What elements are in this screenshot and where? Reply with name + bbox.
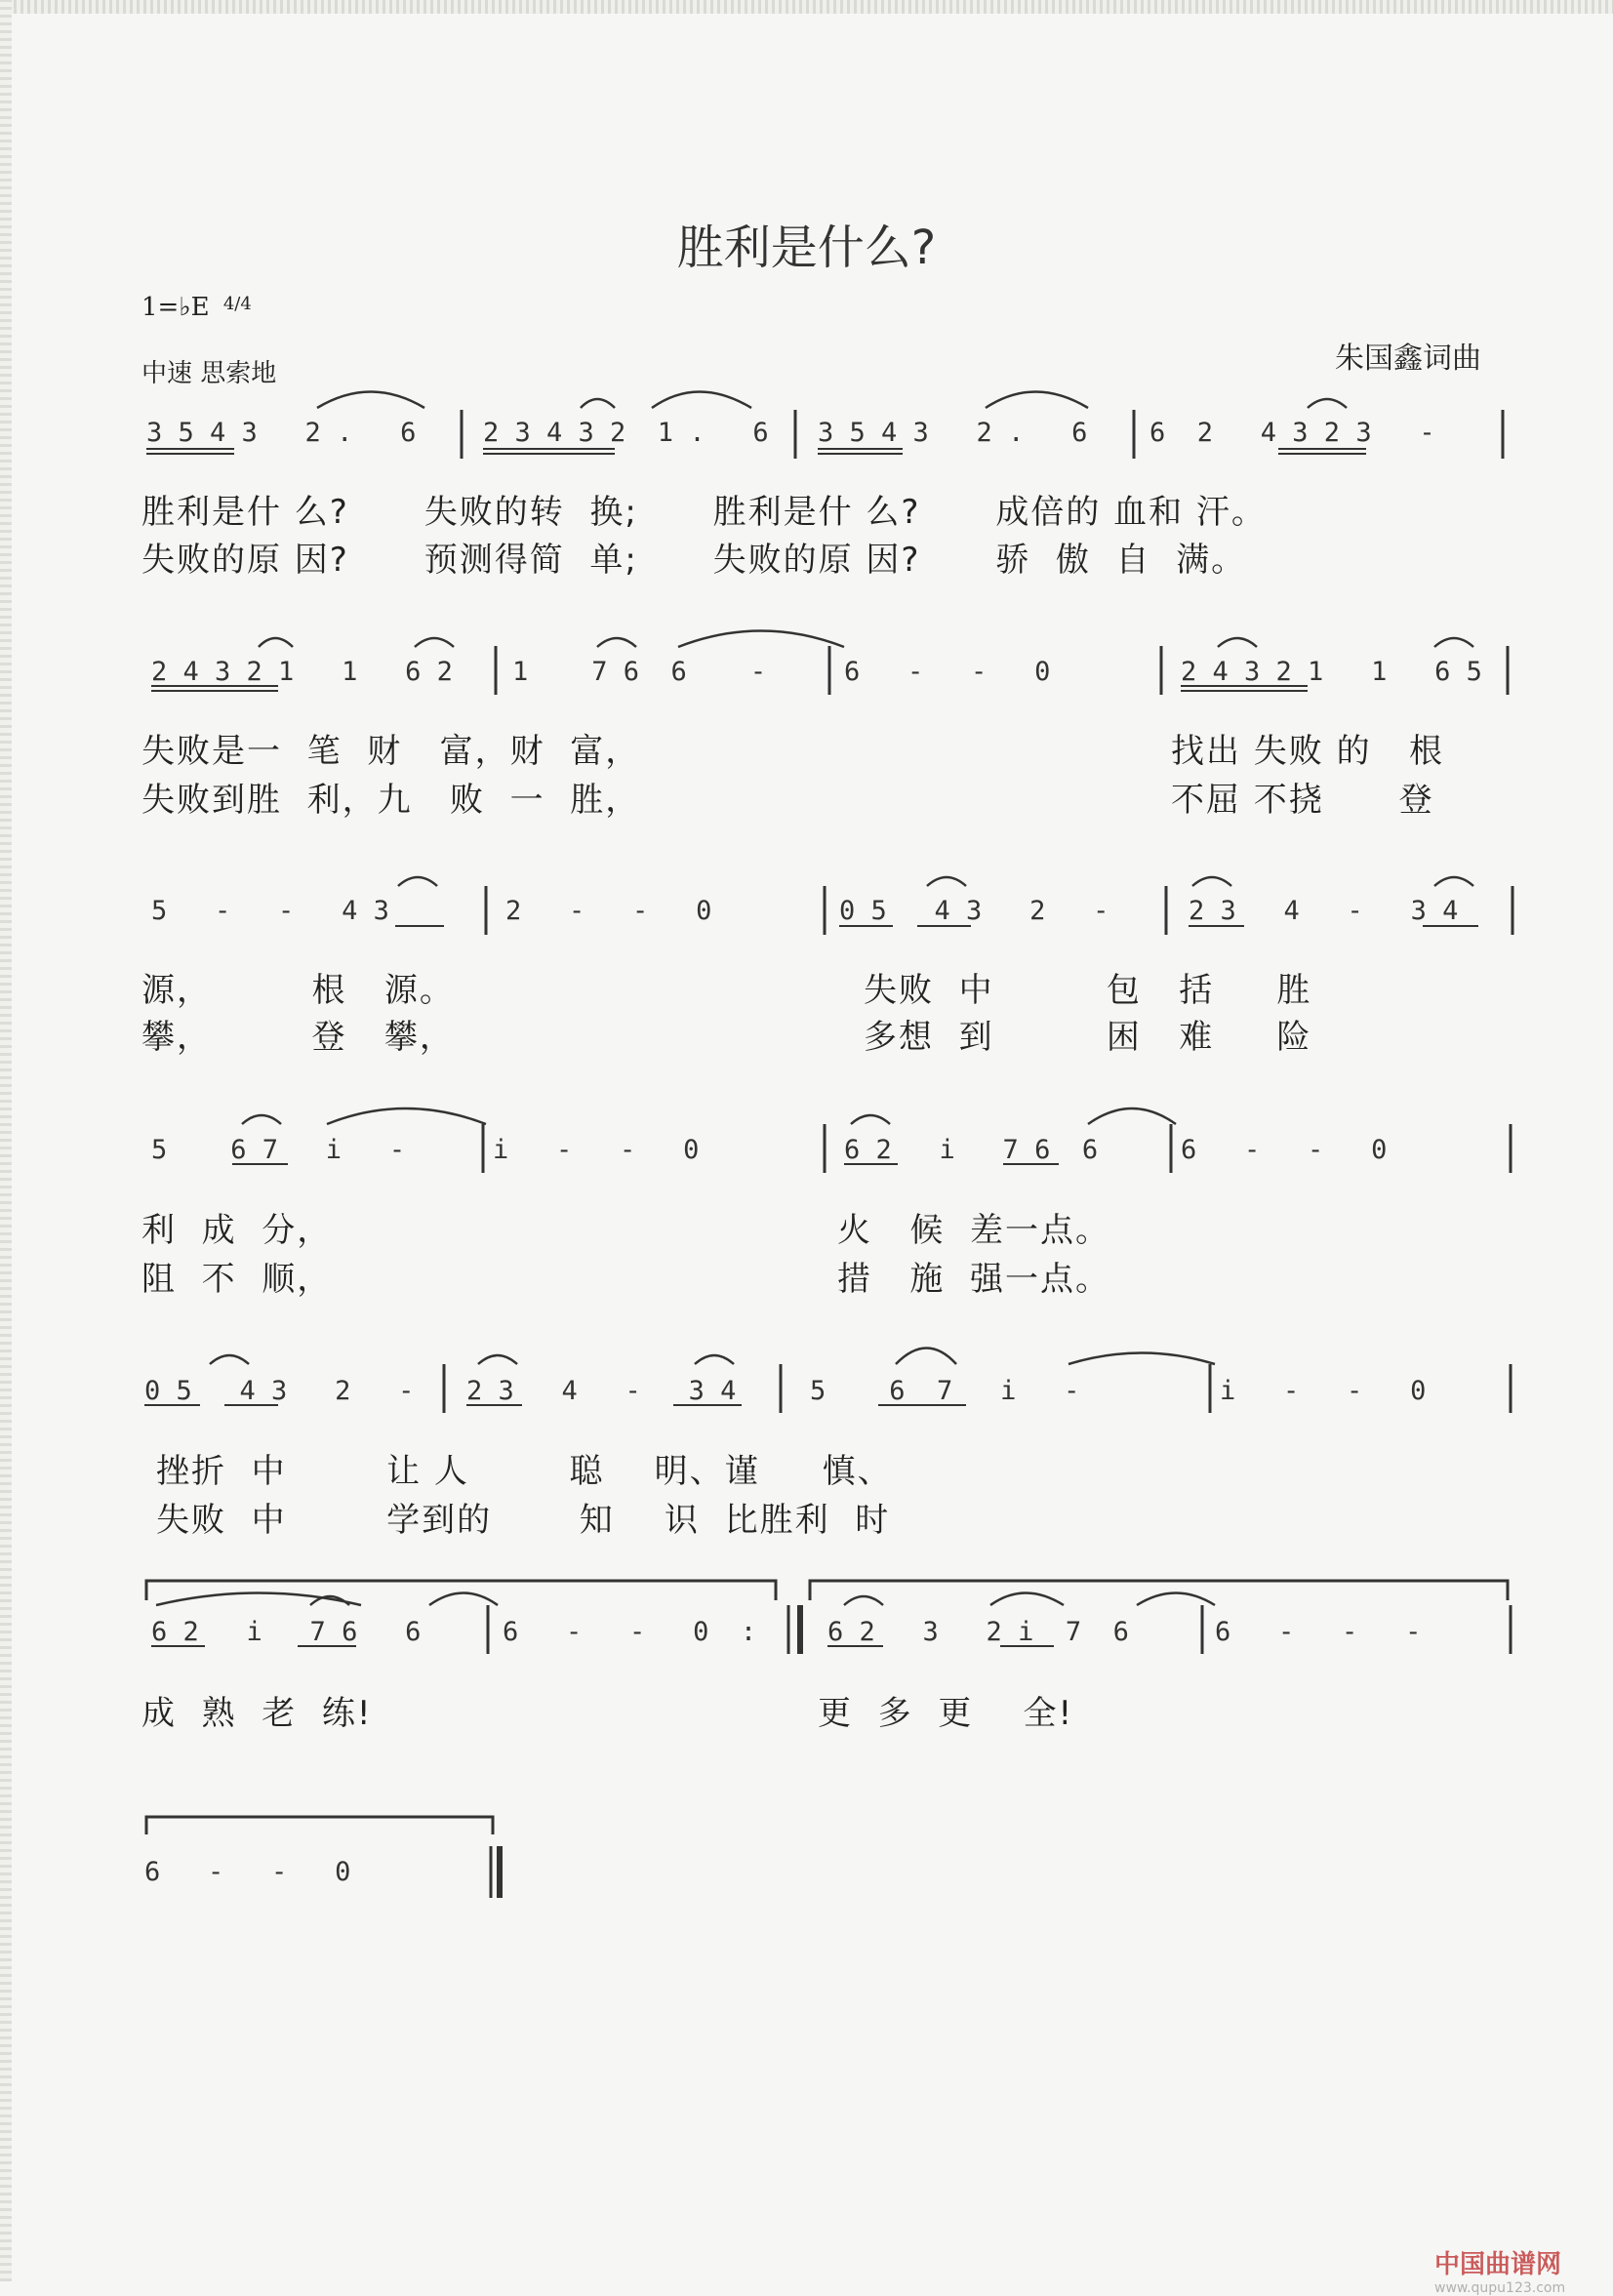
notes-line2-bar1: 2 4 3 2 1 1 6 2	[151, 657, 453, 687]
notes-line1-bar2: 2 3 4 3 2 1 . 6	[483, 418, 769, 448]
tempo-marking: 中速 思索地	[141, 359, 277, 388]
notes-line6-bar1: 6 2 i 7 6 6	[151, 1617, 422, 1647]
lyric-line6b-verse1: 更 多 更 全!	[818, 1694, 1074, 1733]
notes-line6-bar2: 6 - - 0 :	[503, 1617, 757, 1647]
lyric-line3b-verse1: 失败 中 包 括 胜	[864, 971, 1312, 1010]
key-signature: 1=♭E $^{4/4}$	[141, 293, 252, 322]
lyric-line1-verse1: 胜利是什 么? 失败的转 换; 胜利是什 么? 成倍的 血和 汗。	[141, 493, 1267, 532]
notes-line4-bar1: 5 6 7 i -	[151, 1135, 406, 1165]
notes-line3-bar4: 2 3 4 - 3 4	[1189, 896, 1459, 926]
lyric-line2-verse2: 失败到胜 利，九 败 一 胜，	[141, 781, 641, 820]
notes-line1-bar3: 3 5 4 3 2 . 6	[818, 418, 1088, 448]
score-title: 胜利是什么?	[676, 221, 937, 275]
lyric-line4b-verse2: 措 施 强一点。	[837, 1260, 1111, 1299]
lyric-line2b-verse2: 不屈 不挠 登	[1171, 781, 1434, 820]
notes-line6-bar3: 6 2 3 2 i 7 6	[827, 1617, 1129, 1647]
lyric-line2b-verse1: 找出 失败 的 根	[1171, 732, 1445, 771]
notes-line7-bar1: 6 - - 0	[144, 1857, 351, 1887]
notes-line5-bar4: i - - 0	[1220, 1376, 1427, 1406]
notes-line6-bar4: 6 - - -	[1215, 1617, 1422, 1647]
lyric-line5-verse2: 失败 中 学到的 知 识 比胜利 时	[156, 1501, 891, 1540]
notes-line3-bar1: 5 - - 4 3	[151, 896, 389, 926]
notes-line1-bar1: 3 5 4 3 2 . 6	[146, 418, 417, 448]
notes-line4-bar3: 6 2 i 7 6 6	[844, 1135, 1099, 1165]
notes-line2-bar3: 6 - - 0	[844, 657, 1051, 687]
lyric-line4-verse1: 利 成 分，	[141, 1211, 333, 1250]
lyric-line3-verse2: 攀， 登 攀，	[141, 1018, 455, 1057]
lyric-line3b-verse2: 多想 到 困 难 险	[864, 1018, 1312, 1057]
notes-line1-bar4: 6 2 4 3 2 3 -	[1149, 418, 1435, 448]
notes-line4-bar4: 6 - - 0	[1181, 1135, 1388, 1165]
lyric-line4b-verse1: 火 候 差一点。	[837, 1211, 1111, 1250]
notes-line5-bar1: 0 5 4 3 2 -	[144, 1376, 415, 1406]
notes-line2-bar2: 1 7 6 6 -	[512, 657, 767, 687]
notes-line2-bar4: 2 4 3 2 1 1 6 5	[1181, 657, 1482, 687]
notes-line3-bar3: 0 5 4 3 2 -	[839, 896, 1109, 926]
site-watermark: 中国曲谱网 www.qupu123.com	[1434, 2250, 1566, 2296]
notes-line5-bar2: 2 3 4 - 3 4	[466, 1376, 737, 1406]
lyric-line3-verse1: 源， 根 源。	[141, 971, 455, 1010]
notes-line4-bar2: i - - 0	[493, 1135, 700, 1165]
lyric-line4-verse2: 阻 不 顺，	[141, 1260, 333, 1299]
lyric-line1-verse2: 失败的原 因? 预测得简 单; 失败的原 因? 骄 傲 自 满。	[141, 541, 1247, 580]
lyric-line6-verse1: 成 熟 老 练!	[141, 1694, 373, 1733]
composer-credit: 朱国鑫词曲	[1335, 342, 1481, 376]
lyric-line2-verse1: 失败是一 笔 财 富，财 富，	[141, 732, 641, 771]
notes-line5-bar3: 5 6 7 i -	[810, 1376, 1080, 1406]
lyric-line5-verse1: 挫折 中 让 人 聪 明、谨 慎、	[156, 1452, 893, 1491]
notes-line3-bar2: 2 - - 0	[505, 896, 712, 926]
